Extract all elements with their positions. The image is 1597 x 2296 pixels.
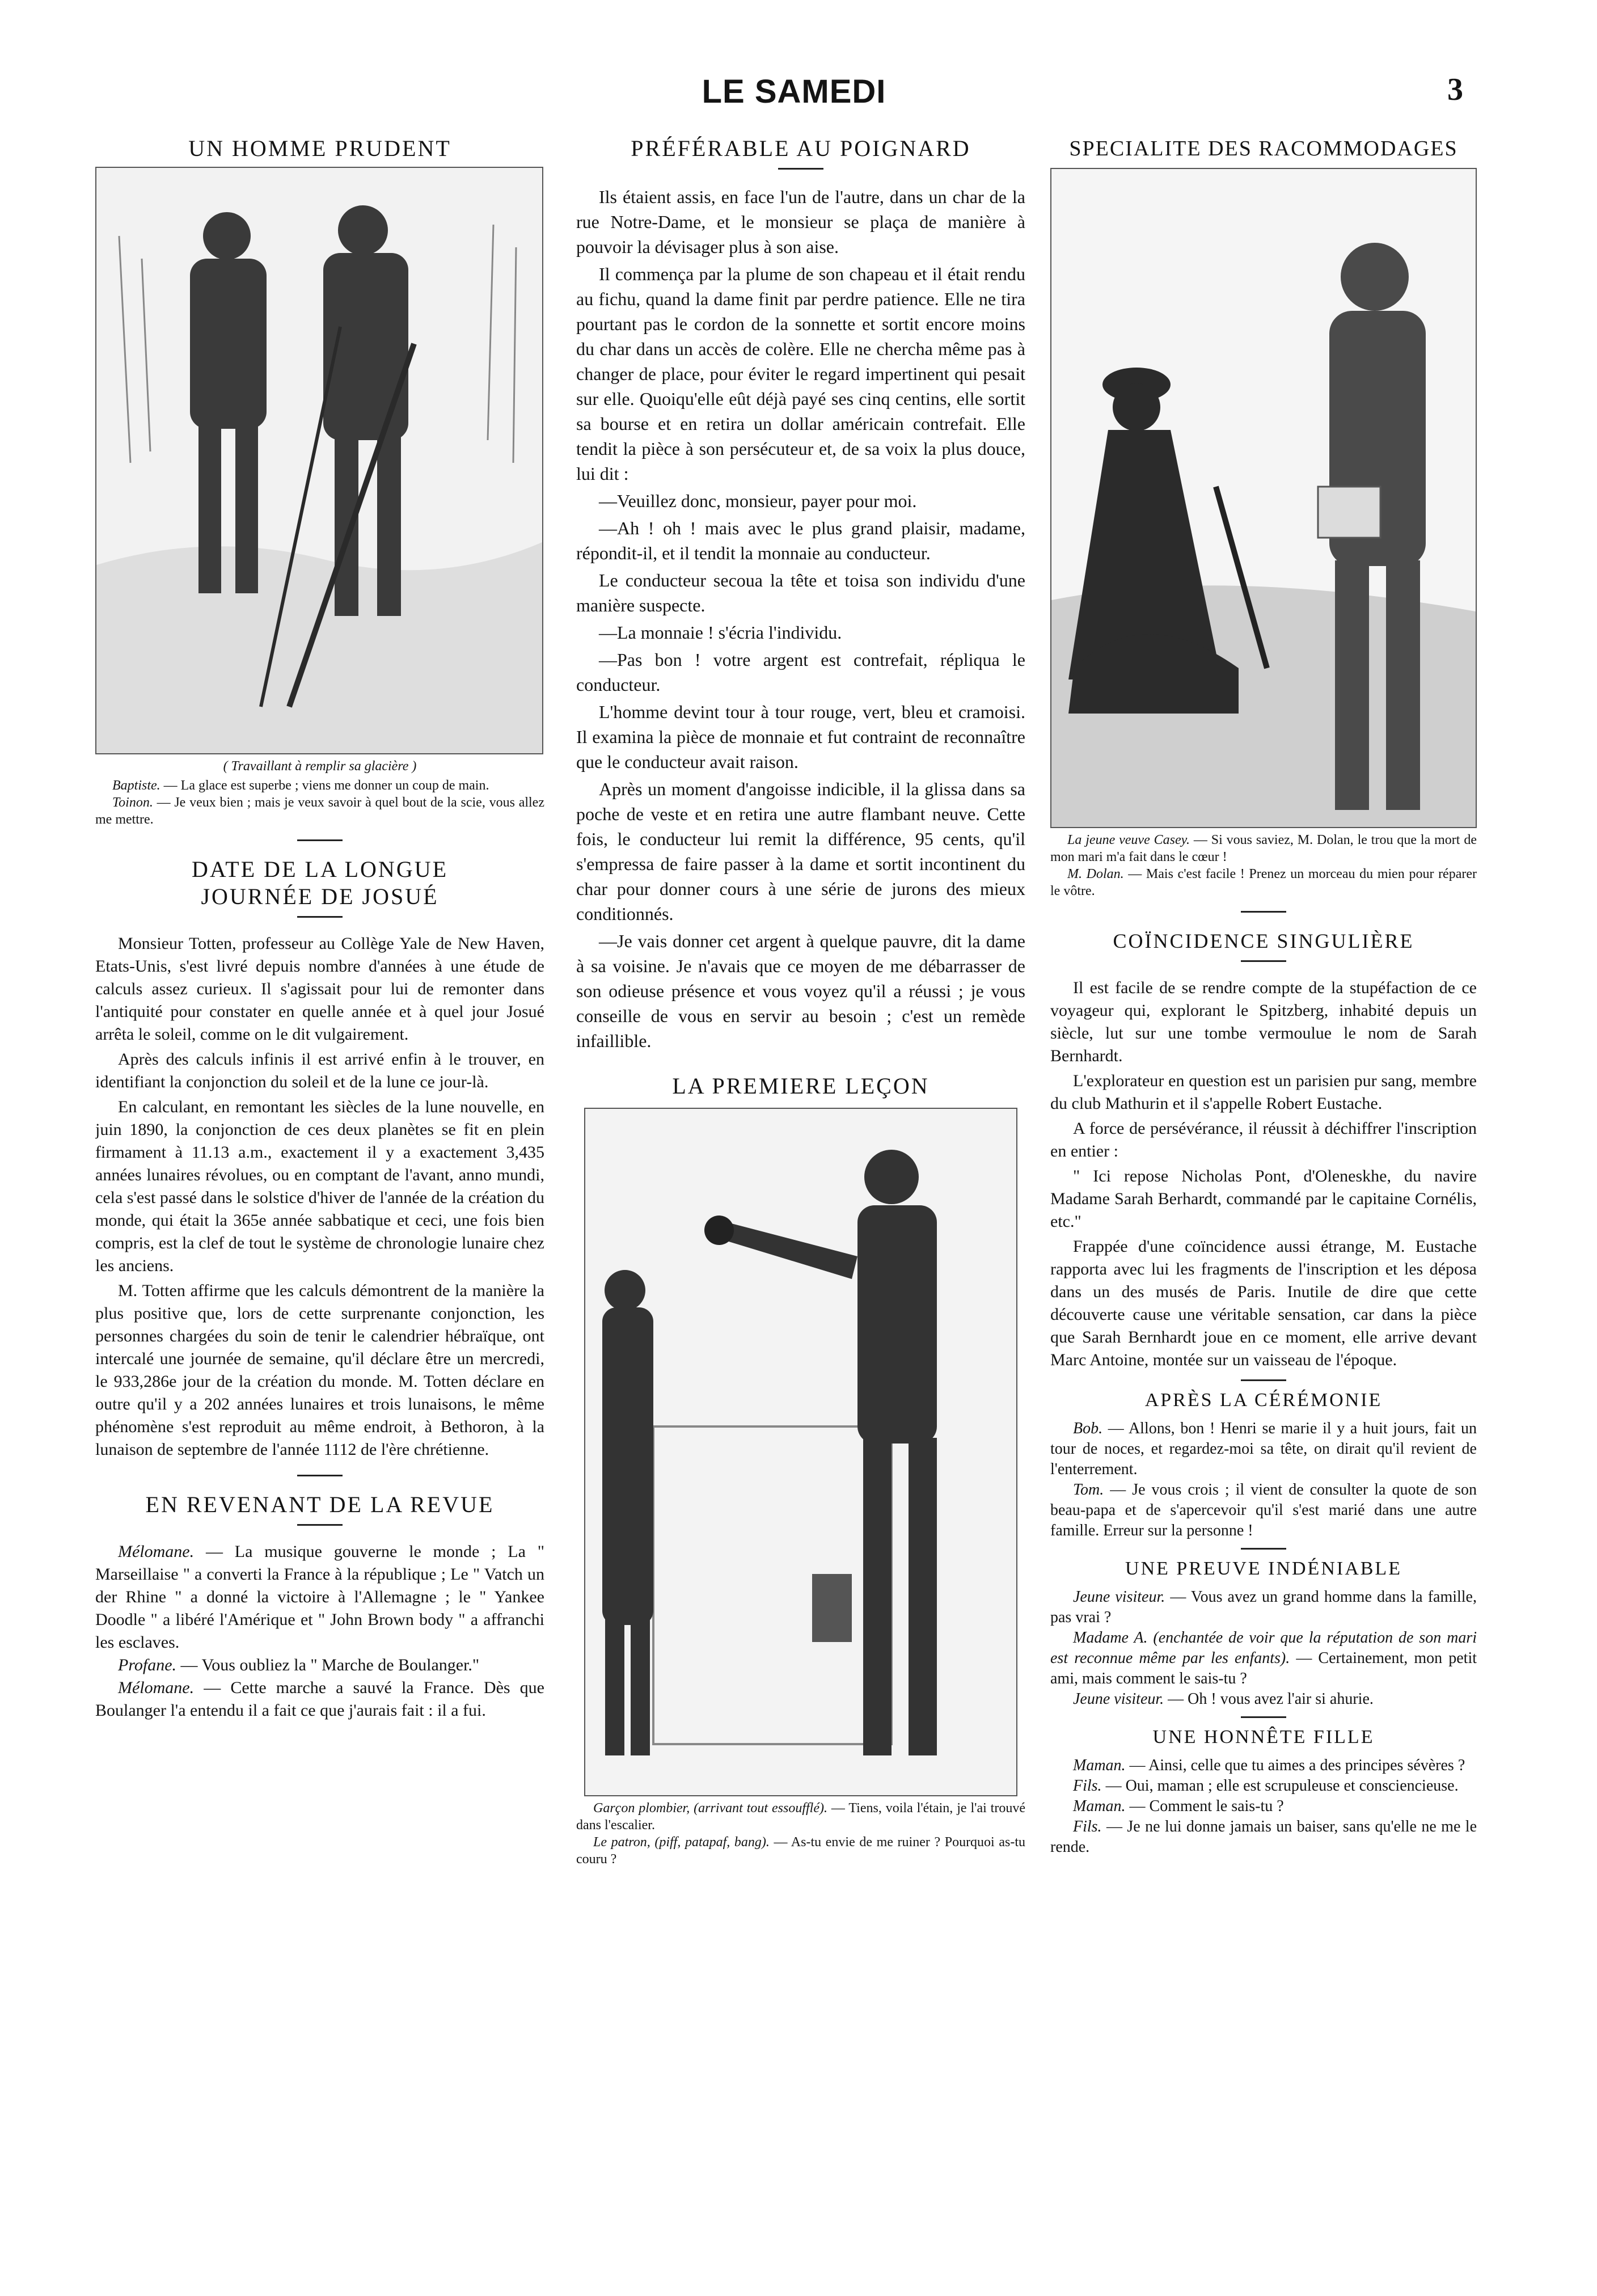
speaker: Bob.	[1073, 1420, 1103, 1437]
paragraph: L'explorateur en question est un parisien pur sang, membre du club Mathurin et il s'appelle Robert Eustache.	[1050, 1071, 1477, 1113]
dialogue-line	[95, 1540, 544, 1654]
divider	[1241, 1379, 1286, 1381]
speaker: Madame A. (enchantée de voir que la réputation de son mari est reconnue même par les enfants).	[1050, 1629, 1477, 1667]
line-text: — Oui, maman ; elle est scrupuleuse et consciencieuse.	[1101, 1777, 1459, 1795]
paragraph: —Ah ! oh ! mais avec le plus grand plaisir, madame, répondit-il, et il tendit la monnaie au conducteur.	[576, 518, 1025, 563]
line-text: — Oh ! vous avez l'air si ahurie.	[1164, 1690, 1374, 1708]
paragraph: Frappée d'une coïncidence aussi étrange, M. Eustache rapporta avec lui les fragments de l'inscription et les déposa dans un des musés de Paris. Inutile de dire que cette découverte cause une véritable sensation, car dans la pièce que Sarah Bernhardt joue en ce moment, elle arrive devant Marc Antoine, montée sur un vaisseau de l'époque.	[1050, 1237, 1477, 1369]
speaker: Mélomane.	[118, 1678, 195, 1697]
dialogue-line	[1050, 1689, 1477, 1710]
dialogue-line	[1050, 1628, 1477, 1689]
dialogue-line	[95, 1654, 544, 1677]
column-left	[95, 135, 544, 2279]
paragraph: Monsieur Totten, professeur au Collège Yale de New Haven, Etats-Unis, s'est livré depuis nombre d'années à une étude de calculs assez curieux. Il s'agissait pour lui de remonter dans l'antiquité pour constater en quelle année et à quel jour Josué arrêta le soleil, comme on le dit vulgairement.	[95, 934, 544, 1044]
speaker: Garçon plombier, (arrivant tout essoufflé).	[593, 1801, 827, 1816]
speaker: Fils.	[1073, 1818, 1102, 1835]
paragraph: Ils étaient assis, en face l'un de l'autre, dans un char de la rue Notre-Dame, et le monsieur se plaça de manière à pouvoir la dévisager plus à son aise.	[576, 187, 1025, 257]
line-text: — Je vous crois ; il vient de consulter la quote de son beau-papa et de s'apercevoir qu'il s'est marié dans une autre famille. Erreur sur la personne !	[1050, 1481, 1477, 1539]
dialogue-line	[1050, 1796, 1477, 1817]
divider	[778, 168, 823, 170]
speaker: Le patron, (piff, patapaf, bang).	[593, 1835, 770, 1850]
dialogue-line	[1050, 1419, 1477, 1480]
line-text: — Cette marche a sauvé la France. Dès que Boulanger l'a entendu il a fait ce que j'aurais fait : il a fui.	[95, 1678, 544, 1720]
speaker: M. Dolan.	[1067, 867, 1124, 881]
line-text: — Je veux bien ; mais je veux savoir à quel bout de la scie, vous allez me mettre.	[95, 795, 544, 827]
line-text: — Je ne lui donne jamais un baiser, sans qu'elle ne me le rende.	[1050, 1818, 1477, 1856]
dialogue-line	[1050, 1776, 1477, 1796]
paragraph: A force de persévérance, il réussit à déchiffrer l'inscription en entier :	[1050, 1119, 1477, 1160]
line-text: — Certainement, mon petit ami, mais comment le sais-tu ?	[1050, 1649, 1477, 1687]
illustration-raccommodages	[1050, 168, 1477, 828]
heading-poignard: PRÉFÉRABLE AU POIGNARD	[631, 136, 971, 161]
line-text: — Vous avez un grand homme dans la famille, pas vrai ?	[1050, 1588, 1477, 1626]
caption-line	[95, 794, 544, 828]
caption-line	[576, 1800, 1025, 1834]
heading-josue: DATE DE LA LONGUE JOURNÉE DE JOSUÉ	[191, 856, 449, 909]
spacer	[576, 1056, 1025, 1073]
heading-honnete-fille: UNE HONNÊTE FILLE	[1152, 1727, 1375, 1748]
column-middle	[576, 135, 1025, 2279]
heading-preuve: UNE PREUVE INDÉNIABLE	[1125, 1558, 1402, 1579]
divider	[1241, 1548, 1286, 1550]
caption-line	[1050, 866, 1477, 900]
line-text: — Si vous saviez, M. Dolan, le trou que la mort de mon mari m'a fait dans le cœur !	[1050, 833, 1477, 864]
line-text: — Comment le sais-tu ?	[1125, 1797, 1284, 1815]
paragraph: —Je vais donner cet argent à quelque pauvre, dit la dame à sa voisine. Je n'avais que ce moyen de me débarrasser de son odieuse présence et vous voyez qu'il a réussi ; je vous conseille de vous en servir au besoin ; c'est un remède infaillible.	[576, 931, 1025, 1051]
speaker: Jeune visiteur.	[1073, 1690, 1164, 1708]
paragraph: En calculant, en remontant les siècles de la lune nouvelle, en juin 1890, la conjonction de ces deux planètes se fit en plein firmament à 11.13 a.m., exactement il y a exactement 3,435 années lunaires révolues, ou en comptant de l'avant, anno mundi, cela s'est passé dans le solstice d'hiver de l'année de la création du monde, qui était la 365e année sabbatique et ceci, une fois bien compris, est la clef de tout le système de chronologie lunaire chez les anciens.	[95, 1098, 544, 1275]
speaker: Maman.	[1073, 1797, 1126, 1815]
illustration-premiere-lecon	[584, 1108, 1017, 1796]
paragraph: Après un moment d'angoisse indicible, il la glissa dans sa poche de veste et en retira une autre flambant neuve. Cette fois, le conducteur lui remit la différence, 95 cents, qu'il s'empressa de faire passer à la dame et sortit incontinent du char pour donner cours à une série de jurons des mieux conditionnés.	[576, 779, 1025, 924]
line-text: — Tiens, voila l'étain, je l'ai trouvé dans l'escalier.	[576, 1801, 1025, 1833]
speaker: Tom.	[1073, 1481, 1104, 1499]
caption-line	[576, 1834, 1025, 1868]
line-text: — La glace est superbe ; viens me donner un coup de main.	[160, 778, 489, 793]
paragraph: Il commença par la plume de son chapeau et il était rendu au fichu, quand la dame finit par perdre patience. Elle ne tira pourtant pas le cordon de la sonnette et sortit encore moins du char dans un accès de colère. Elle ne chercha même pas à changer de place, pour éviter le regard impertinent qui pesait sur elle. Quoiqu'elle eût déjà payé ses cinq centins, elle sortit sa bourse et en retira un dollar américain contrefait. Elle tendit la pièce à son persécuteur et, de sa voix la plus douce, lui dit :	[576, 264, 1025, 484]
speaker: Toinon.	[112, 795, 153, 810]
caption-line	[95, 777, 544, 794]
heading-homme-prudent: UN HOMME PRUDENT	[188, 136, 451, 161]
dialogue-line	[95, 1677, 544, 1722]
heading-premiere-lecon: LA PREMIERE LEÇON	[672, 1073, 930, 1099]
dialogue-line	[1050, 1587, 1477, 1628]
speaker: Baptiste.	[112, 778, 160, 793]
divider	[1241, 1716, 1286, 1718]
paragraph: M. Totten affirme que les calculs démontrent de la manière la plus positive que, lors de cette surprenante conjonction, les personnes chargées du soin de tenir le calendrier hébraïque, ont intercalé une journée de semaine, qu'il déclare être un mercredi, le 933,286e jour de la création du monde. M. Totten déclare en outre qu'il y a 202 années lunaires et trois lunaisons, le même phénomène s'est reproduit au même endroit, à Bethoron, à la lunaison de septembre de l'année 1112 de l'ère chrétienne.	[95, 1281, 544, 1459]
caption-raccommodages	[1050, 832, 1477, 900]
line-text: — Mais c'est facile ! Prenez un morceau du mien pour réparer le vôtre.	[1050, 867, 1477, 898]
paragraph: L'homme devint tour à tour rouge, vert, bleu et cramoisi. Il examina la pièce de monnaie et fut contraint de reconnaître que le conducteur avait raison.	[576, 702, 1025, 772]
heading-ceremonie: APRÈS LA CÉRÉMONIE	[1144, 1390, 1383, 1411]
paragraph: —La monnaie ! s'écria l'individu.	[599, 622, 842, 643]
paragraph: —Veuillez donc, monsieur, payer pour moi.	[599, 491, 917, 511]
speaker: La jeune veuve Casey.	[1067, 833, 1190, 847]
heading-raccommodages: SPECIALITE DES RACOMMODAGES	[1069, 137, 1458, 161]
divider	[1241, 960, 1286, 962]
speaker: Jeune visiteur.	[1073, 1588, 1165, 1606]
dialogue-line	[1050, 1755, 1477, 1776]
speaker: Fils.	[1073, 1777, 1102, 1795]
heading-revue: EN REVENANT DE LA REVUE	[145, 1492, 495, 1517]
line-text: — La musique gouverne le monde ; La " Marseillaise " a converti la France à la république ; Le " Vatch un der Rhine " a donné la victoire à l'Allemagne ; le " Yankee Doodle " a libéré l'Amérique et " John Brown body " a affranchi les esclaves.	[95, 1542, 544, 1652]
caption-line	[1050, 832, 1477, 866]
divider	[297, 1524, 343, 1526]
caption-title: ( Travaillant à remplir sa glacière )	[223, 759, 417, 774]
caption-premiere-lecon	[576, 1800, 1025, 1868]
line-text: — As-tu envie de me ruiner ? Pourquoi as-tu couru ?	[576, 1835, 1025, 1867]
line-text: — Ainsi, celle que tu aimes a des principes sévères ?	[1125, 1757, 1465, 1774]
speaker: Mélomane.	[118, 1542, 195, 1561]
dialogue-line	[1050, 1817, 1477, 1858]
paragraph: Après des calculs infinis il est arrivé enfin à le trouver, en identifiant la conjonction du soleil et de la lune ce jour-là.	[95, 1050, 544, 1091]
paragraph: " Ici repose Nicholas Pont, d'Oleneskhe, du navire Madame Sarah Berhardt, commandé par le capitaine Cornélis, etc."	[1050, 1167, 1477, 1231]
heading-coincidence: COÏNCIDENCE SINGULIÈRE	[1113, 930, 1414, 952]
column-right	[1050, 135, 1477, 2279]
page-number: 3	[1447, 72, 1463, 107]
speaker: Profane.	[118, 1656, 177, 1674]
caption-homme-prudent	[95, 758, 544, 828]
line-text: — Allons, bon ! Henri se marie il y a huit jours, fait un tour de noces, et regardez-moi sa tête, on dirait qu'il revient de l'enterrement.	[1050, 1420, 1477, 1478]
divider	[1241, 911, 1286, 913]
masthead-title: LE SAMEDI	[702, 73, 886, 110]
divider	[297, 1475, 343, 1476]
paragraph: —Pas bon ! votre argent est contrefait, répliqua le conducteur.	[576, 649, 1025, 695]
dialogue-line	[1050, 1480, 1477, 1541]
paragraph: Il est facile de se rendre compte de la stupéfaction de ce voyageur qui, explorant le Spitzberg, inhabité depuis un siècle, lut sur une tombe vermoulue le nom de Sarah Bernhardt.	[1050, 978, 1477, 1065]
illustration-homme-prudent	[95, 167, 543, 754]
speaker: Maman.	[1073, 1757, 1126, 1774]
paragraph: Le conducteur secoua la tête et toisa son individu d'une manière suspecte.	[576, 570, 1025, 615]
line-text: — Vous oubliez la " Marche de Boulanger."	[176, 1656, 480, 1674]
divider	[297, 916, 343, 918]
divider	[297, 839, 343, 841]
